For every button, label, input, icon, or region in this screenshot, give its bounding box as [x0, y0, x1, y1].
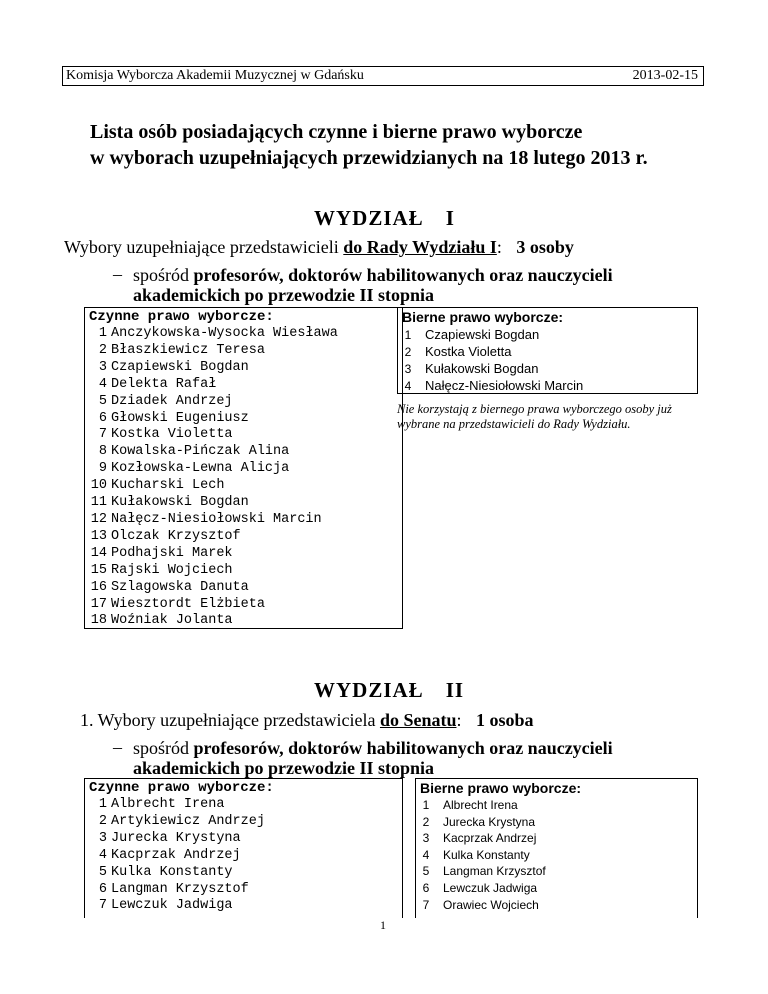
passive-voter-item: [416, 880, 697, 897]
election-body: do Senatu: [379, 710, 457, 730]
passive-voter-item: [416, 797, 697, 814]
person-name: Czapiewski Bogdan: [425, 327, 540, 342]
active-voter-item: [85, 814, 402, 831]
list-number: 1: [404, 328, 412, 342]
person-name: Nałęcz-Niesiołowski Marcin: [111, 511, 322, 527]
list-number: 5: [422, 864, 430, 879]
passive-voters-list: [416, 796, 697, 913]
person-name: Kostka Violetta: [111, 427, 233, 443]
active-voter-item: [85, 529, 402, 546]
list-number: 8: [98, 444, 107, 460]
faculty-number: II: [445, 678, 465, 702]
person-name: Szlagowska Danuta: [111, 579, 249, 595]
active-voter-item: [85, 461, 402, 478]
passive-voter-item: [398, 378, 697, 395]
passive-voters-box-1: [397, 307, 698, 394]
active-voter-item: [85, 882, 402, 899]
group-prefix: spośród: [133, 265, 190, 285]
active-voter-item: [85, 580, 402, 597]
election-prefix: 1. Wybory uzupełniające przedstawiciela: [80, 710, 376, 730]
person-name: Dziadek Andrzej: [111, 393, 233, 409]
list-number: 1: [98, 326, 107, 341]
person-name: Jurecka Krystyna: [111, 830, 241, 846]
active-voter-item: [85, 444, 402, 461]
election-seats: 3 osoby: [516, 237, 574, 257]
active-voter-item: [85, 394, 402, 411]
list-number: 9: [98, 461, 107, 477]
passive-voter-item: [416, 830, 697, 847]
list-number: 2: [98, 342, 107, 358]
active-voters-title: Czynne prawo wyborcze:: [89, 309, 274, 325]
active-voter-item: [85, 427, 402, 444]
person-name: Czapiewski Bogdan: [111, 359, 249, 375]
election-body: do Rady Wydziału I: [343, 237, 497, 257]
person-name: Kulka Konstanty: [443, 847, 530, 862]
passive-voters-list: [398, 325, 697, 395]
document-title-line-1: Lista osób posiadających czynne i bierne prawo wyborcze: [90, 121, 583, 143]
page-number: 1: [380, 918, 386, 932]
list-number: 4: [98, 376, 107, 392]
list-number: 17: [90, 596, 107, 612]
person-name: Wiesztordt Elżbieta: [111, 596, 265, 612]
active-voter-item: [85, 597, 402, 614]
faculty-word: WYDZIAŁ: [314, 206, 424, 230]
active-voter-item: [85, 360, 402, 377]
person-name: Kułakowski Bogdan: [425, 360, 539, 376]
active-voter-item: [85, 478, 402, 495]
group-bold: profesorów, doktorów habilitowanych oraz nauczycieli: [193, 265, 613, 285]
list-number: 11: [90, 495, 107, 511]
active-voter-item: [85, 563, 402, 580]
election-seats: 1 osoba: [476, 710, 534, 730]
election-colon: :: [456, 710, 462, 730]
passive-voters-box-2: [415, 778, 698, 918]
list-number: 4: [98, 847, 107, 863]
person-name: Nałęcz-Niesiołowski Marcin: [425, 377, 584, 393]
list-number: 5: [98, 864, 107, 880]
list-number: 13: [90, 528, 107, 544]
person-name: Langman Krzysztof: [443, 864, 546, 879]
group-line-1: [133, 264, 613, 286]
group-line-2: akademickich po przewodzie II stopnia: [133, 758, 435, 778]
person-name: Kozłowska-Lewna Alicja: [111, 461, 290, 477]
election-line-1: [64, 236, 574, 258]
passive-voter-item: [416, 847, 697, 864]
person-name: Lewczuk Jadwiga: [111, 898, 233, 914]
person-name: Albrecht Irena: [111, 797, 225, 812]
active-voter-item: [85, 377, 402, 394]
active-voters-box-1: [84, 307, 403, 629]
list-number: 10: [90, 478, 107, 494]
list-number: 16: [90, 579, 107, 595]
group-dash: –: [113, 264, 122, 284]
person-name: Lewczuk Jadwiga: [443, 880, 538, 895]
person-name: Albrecht Irena: [443, 798, 518, 812]
person-name: Kucharski Lech: [111, 478, 225, 494]
active-voters-box-2: [84, 778, 403, 918]
active-voter-item: [85, 848, 402, 865]
active-voter-item: [85, 831, 402, 848]
active-voter-item: [85, 546, 402, 563]
person-name: Kułakowski Bogdan: [111, 495, 249, 511]
active-voter-item: [85, 512, 402, 529]
active-voter-item: [85, 343, 402, 360]
list-number: 14: [90, 545, 107, 561]
passive-voter-item: [398, 344, 697, 361]
document-header: [62, 66, 704, 86]
active-voters-title: Czynne prawo wyborcze:: [89, 780, 274, 796]
person-name: Langman Krzysztof: [111, 881, 249, 897]
person-name: Kowalska-Pińczak Alina: [111, 444, 290, 460]
passive-voter-item: [398, 327, 697, 344]
faculty-heading-2: [314, 678, 464, 703]
faculty-number: I: [445, 206, 455, 230]
passive-voter-item: [398, 361, 697, 378]
passive-voters-title: Bierne prawo wyborcze:: [402, 309, 564, 325]
list-number: 2: [98, 813, 107, 829]
person-name: Delekta Rafał: [111, 376, 217, 392]
person-name: Kostka Violetta: [425, 343, 512, 359]
list-number: 7: [98, 427, 107, 443]
list-number: 3: [404, 361, 412, 376]
list-number: 3: [98, 830, 107, 846]
passive-voter-item: [416, 863, 697, 880]
group-bold: profesorów, doktorów habilitowanych oraz nauczycieli: [193, 738, 613, 758]
active-voter-item: [85, 495, 402, 512]
passive-voter-item: [416, 897, 697, 914]
list-number: 4: [404, 378, 412, 393]
person-name: Artykiewicz Andrzej: [111, 813, 265, 829]
faculty-heading-1: [314, 206, 455, 231]
person-name: Podhajski Marek: [111, 545, 233, 561]
active-voters-list: [85, 796, 402, 915]
active-voter-item: [85, 411, 402, 428]
list-number: 1: [98, 797, 107, 812]
document-title-line-2: w wyborach uzupełniających przewidzianych na 18 lutego 2013 r.: [90, 147, 648, 169]
list-number: 6: [98, 410, 107, 426]
election-colon: :: [496, 237, 502, 257]
active-voter-item: [85, 613, 402, 630]
election-line-2: [80, 709, 534, 731]
list-number: 12: [90, 511, 107, 527]
group-prefix: spośród: [133, 738, 190, 758]
person-name: Kulka Konstanty: [111, 864, 233, 880]
list-number: 1: [422, 798, 430, 812]
passive-voters-note: Nie korzystają z biernego prawa wyborczego osoby już wybrane na przedstawicieli do Rady Wydziału.: [397, 402, 672, 431]
person-name: Błaszkiewicz Teresa: [111, 342, 265, 358]
list-number: 3: [98, 359, 107, 375]
list-number: 3: [422, 831, 430, 846]
person-name: Głowski Eugeniusz: [111, 410, 249, 426]
person-name: Olczak Krzysztof: [111, 528, 241, 544]
list-number: 15: [90, 562, 107, 578]
person-name: Kacprzak Andrzej: [443, 831, 537, 846]
group-line-1: [133, 737, 613, 759]
list-number: 18: [90, 613, 107, 629]
group-dash: –: [113, 737, 122, 757]
passive-voter-item: [416, 814, 697, 831]
person-name: Anczykowska-Wysocka Wiesława: [111, 326, 338, 341]
person-name: Rajski Wojciech: [111, 562, 233, 578]
active-voter-item: [85, 326, 402, 343]
active-voter-item: [85, 898, 402, 915]
list-number: 7: [422, 897, 430, 912]
list-number: 5: [98, 393, 107, 409]
person-name: Orawiec Wojciech: [443, 897, 539, 912]
list-number: 7: [98, 898, 107, 914]
person-name: Jurecka Krystyna: [443, 814, 536, 829]
election-prefix: Wybory uzupełniające przedstawicieli: [64, 237, 339, 257]
list-number: 2: [422, 814, 430, 829]
list-number: 4: [422, 847, 430, 862]
list-number: 2: [404, 344, 412, 359]
group-line-2: akademickich po przewodzie II stopnia: [133, 285, 435, 305]
header-date: 2013-02-15: [632, 68, 698, 83]
person-name: Kacprzak Andrzej: [111, 847, 241, 863]
header-institution: Komisja Wyborcza Akademii Muzycznej w Gdańsku: [66, 68, 364, 83]
list-number: 6: [422, 880, 430, 895]
active-voter-item: [85, 865, 402, 882]
active-voter-item: [85, 797, 402, 814]
person-name: Woźniak Jolanta: [111, 613, 233, 629]
faculty-word: WYDZIAŁ: [314, 678, 424, 702]
passive-voters-title: Bierne prawo wyborcze:: [420, 780, 582, 796]
active-voters-list: [85, 325, 402, 630]
list-number: 6: [98, 881, 107, 897]
